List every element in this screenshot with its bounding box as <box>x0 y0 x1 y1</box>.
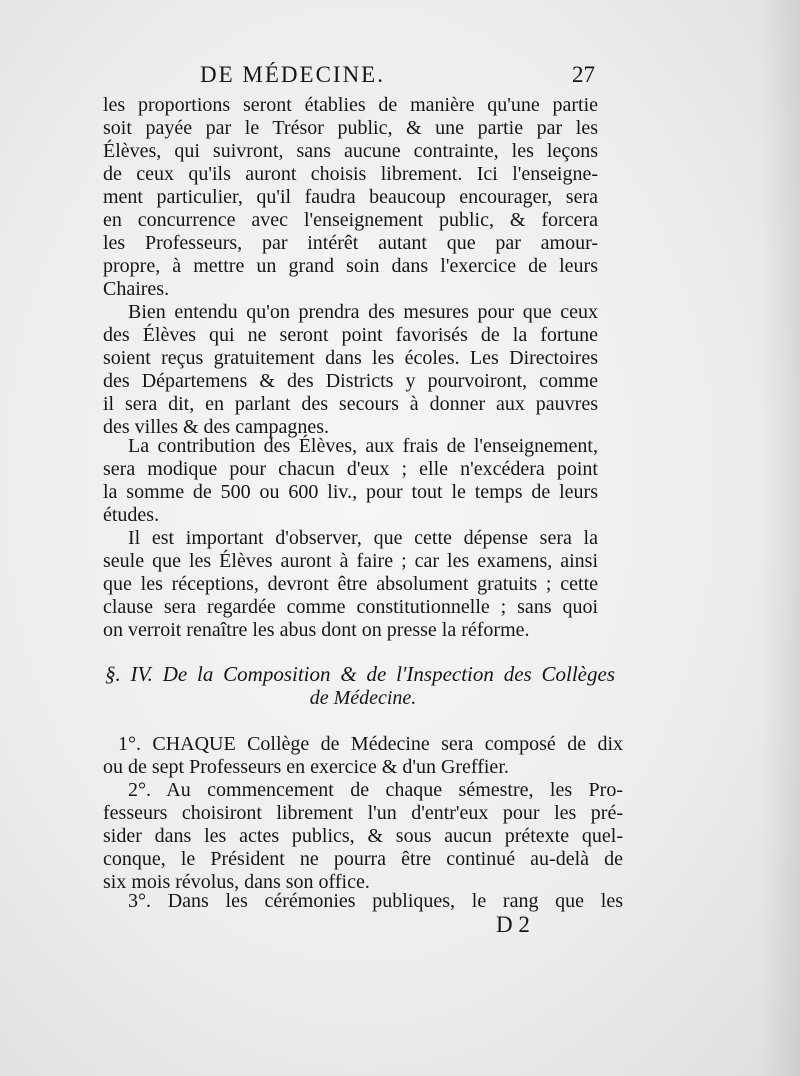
text-line: Bien entendu qu'on prendra des mesures pour que ceux <box>128 301 598 323</box>
text-line: 1°. CHAQUE Collège de Médecine sera composé de dix <box>118 733 623 755</box>
text-line: six mois révolus, dans son office. <box>103 871 370 893</box>
text-line: 2°. Au commencement de chaque sémestre, les Pro- <box>128 779 623 801</box>
text-line: ment particulier, qu'il faudra beaucoup encourager, sera <box>103 186 598 208</box>
catchword: D 2 <box>496 912 530 937</box>
text-line: des villes & des campagnes. <box>103 416 330 438</box>
text-line: en concurrence avec l'enseignement public, & forcera <box>103 209 598 231</box>
text-line: on verroit renaître les abus dont on presse la réforme. <box>103 619 530 641</box>
section-heading-line2: de Médecine. <box>309 687 417 709</box>
text-line: seule que les Élèves auront à faire ; car les examens, ainsi <box>103 550 598 572</box>
text-line: sera modique pour chacun d'eux ; elle n'excédera point <box>103 458 598 480</box>
text-line: 3°. Dans les cérémonies publiques, le rang que les <box>128 890 623 912</box>
page-number: 27 <box>572 62 595 87</box>
text-line: La contribution des Élèves, aux frais de l'enseignement, <box>128 435 598 457</box>
text-line: propre, à mettre un grand soin dans l'exercice de leurs <box>103 255 598 277</box>
text-line: Il est important d'observer, que cette dépense sera la <box>128 527 598 549</box>
text-line: des Élèves qui ne seront point favorisés de la fortune <box>103 324 598 346</box>
text-line: ou de sept Professeurs en exercice & d'un Greffier. <box>103 756 509 778</box>
text-line: études. <box>103 504 160 526</box>
section-heading: §. IV. De la Composition & de l'Inspection des Collèges <box>105 662 615 686</box>
text-line: que les réceptions, devront être absolument gratuits ; cette <box>103 573 598 595</box>
text-line: fesseurs choisiront librement l'un d'entr'eux pour les pré- <box>103 802 623 824</box>
page-gutter-shadow <box>760 0 800 1076</box>
text-line: la somme de 500 ou 600 liv., pour tout le temps de leurs <box>103 481 598 503</box>
text-line: sider dans les actes publics, & sous aucun prétexte quel- <box>103 825 623 847</box>
text-line: il sera dit, en parlant des secours à donner aux pauvres <box>103 393 598 415</box>
text-line: soit payée par le Trésor public, & une partie par les <box>103 117 598 139</box>
text-line: des Départemens & des Districts y pourvoiront, comme <box>103 370 598 392</box>
text-line: Élèves, qui suivront, sans aucune contrainte, les leçons <box>103 140 598 162</box>
text-line: Chaires. <box>103 278 170 300</box>
text-line: conque, le Président ne pourra être continué au-delà de <box>103 848 623 870</box>
text-line: de ceux qu'ils auront choisis librement. Ici l'enseigne- <box>103 163 598 185</box>
running-title: DE MÉDECINE. <box>200 62 385 87</box>
text-line: les Professeurs, par intérêt autant que par amour- <box>103 232 598 254</box>
text-line: soient reçus gratuitement dans les écoles. Les Directoires <box>103 347 598 369</box>
text-line: clause sera regardée comme constitutionnelle ; sans quoi <box>103 596 598 618</box>
text-line: les proportions seront établies de manière qu'une partie <box>103 94 598 116</box>
